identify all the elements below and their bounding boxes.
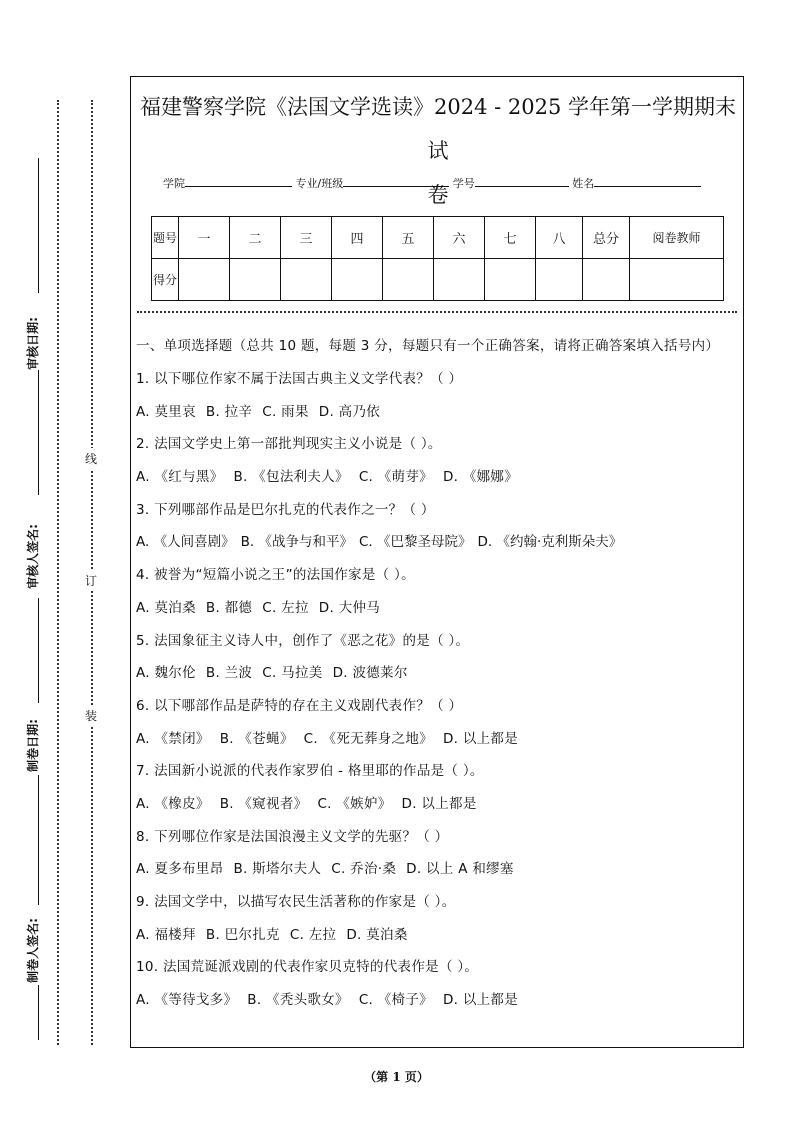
score-cell[interactable]	[230, 259, 281, 301]
score-cell[interactable]	[281, 259, 332, 301]
option-b: B. 巴尔扎克	[205, 926, 280, 943]
option-a: A. 福楼拜	[136, 926, 196, 943]
question-3: 3. 下列哪部作品是巴尔扎克的代表作之一？（ ）	[136, 501, 435, 518]
option-c: C. 左拉	[262, 599, 309, 616]
question-3-options	[136, 526, 744, 559]
option-c: C. 《萌芽》	[358, 469, 433, 486]
option-c: C. 《椅子》	[358, 992, 433, 1009]
question-8: 8. 下列哪位作家是法国浪漫主义文学的先驱？（ ）	[136, 828, 449, 845]
exam-frame	[130, 76, 744, 1048]
option-d: D. 《约翰·克利斯朵夫》	[477, 534, 623, 551]
exam-title	[131, 85, 745, 217]
college-label: 学院	[163, 177, 185, 190]
score-cell[interactable]	[179, 259, 230, 301]
option-b: B. 都德	[205, 599, 253, 616]
option-c: C. 左拉	[289, 926, 337, 943]
score-row-label: 得分	[152, 259, 179, 301]
score-col-1: 一	[179, 217, 230, 259]
question-7-options	[136, 788, 744, 821]
question-5: 5. 法国象征主义诗人中，创作了《恶之花》的是（ ）。	[136, 632, 470, 649]
option-b: B. 斯塔尔夫人	[233, 861, 322, 878]
option-c: C. 乔治·桑	[331, 861, 397, 878]
score-col-2: 二	[230, 217, 281, 259]
question-4-options	[136, 592, 744, 625]
question-4: 4. 被誉为“短篇小说之王”的法国作家是（ ）。	[136, 567, 415, 584]
question-7: 7. 法国新小说派的代表作家罗伯 - 格里耶的作品是（ ）。	[136, 763, 484, 780]
option-d: D. 高乃依	[318, 403, 381, 420]
page-number: （第 1 页）	[364, 1070, 429, 1084]
binding-mark-bind: 装	[85, 705, 97, 726]
bottom-line	[38, 985, 39, 1040]
option-c: C. 《巴黎圣母院》	[358, 534, 472, 551]
option-d: D. 波德莱尔	[332, 665, 408, 682]
name-field[interactable]	[594, 175, 701, 187]
score-cell[interactable]	[583, 259, 630, 301]
student-id-label: 学号	[452, 177, 475, 190]
score-col-7: 七	[485, 217, 536, 259]
option-c: C. 雨果	[262, 403, 309, 420]
review-date-label: 审核日期:	[25, 317, 40, 370]
option-a: A. 夏多布里昂	[136, 861, 224, 878]
make-date-line	[38, 598, 39, 703]
score-table-score-row	[152, 259, 724, 301]
college-field[interactable]	[185, 175, 292, 187]
score-col-total: 总分	[583, 217, 630, 259]
option-a: A. 《红与黑》	[136, 469, 224, 486]
option-d: D. 以上 A 和缪塞	[406, 861, 514, 878]
binding-mark-line: 线	[85, 448, 97, 469]
option-d: D. 大仲马	[318, 599, 381, 616]
score-col-6: 六	[434, 217, 485, 259]
question-10: 10. 法国荒诞派戏剧的代表作家贝克特的代表作是（ ）。	[136, 959, 479, 976]
name-label: 姓名	[572, 177, 595, 190]
maker-sign-label: 制卷人签名:	[25, 918, 40, 983]
score-col-grader: 阅卷教师	[630, 217, 724, 259]
question-9-options	[136, 919, 744, 952]
question-2-options	[136, 461, 744, 494]
question-8-options	[136, 853, 744, 886]
make-date-label: 制卷日期:	[25, 719, 40, 772]
reviewer-sign-line	[38, 370, 39, 495]
score-cell[interactable]	[332, 259, 383, 301]
question-1: 1. 以下哪位作家不属于法国古典主义文学代表？（ ）	[136, 371, 463, 387]
review-date-line	[38, 158, 39, 293]
score-cell[interactable]	[383, 259, 434, 301]
exam-title-line2: 卷	[427, 183, 449, 207]
exam-title-line1: 福建警察学院《法国文学选读》2024 - 2025 学年第一学期期末试	[139, 95, 736, 163]
score-col-5: 五	[383, 217, 434, 259]
binding-dotted-line-left	[57, 100, 59, 1045]
option-d: D. 以上都是	[442, 992, 519, 1009]
option-b: B. 拉辛	[205, 403, 253, 420]
option-d: D. 以上都是	[401, 795, 477, 812]
score-col-3: 三	[281, 217, 332, 259]
option-a: A. 《人间喜剧》	[136, 534, 235, 551]
reviewer-sign-label: 审核人签名:	[25, 524, 40, 589]
score-cell[interactable]	[485, 259, 536, 301]
option-a: A. 莫泊桑	[136, 599, 196, 616]
option-a: A. 《禁闭》	[136, 730, 210, 747]
option-b: B. 《苍蝇》	[219, 730, 294, 747]
option-c: C. 《嫉妒》	[317, 795, 392, 812]
score-cell[interactable]	[536, 259, 583, 301]
option-b: B. 《战争与和平》	[240, 534, 353, 551]
header-separator	[137, 311, 737, 313]
option-c: C. 马拉美	[262, 665, 323, 682]
binding-mark-staple: 订	[85, 570, 97, 591]
score-cell[interactable]	[630, 259, 724, 301]
question-1-options	[136, 396, 744, 429]
option-b: B. 兰波	[205, 665, 253, 682]
major-class-field[interactable]	[343, 175, 449, 187]
score-col-4: 四	[332, 217, 383, 259]
score-table-row-label: 题号	[152, 217, 179, 259]
question-10-options	[136, 984, 744, 1017]
major-class-label: 专业/班级	[295, 177, 344, 190]
option-d: D. 《娜娜》	[442, 469, 519, 486]
option-c: C. 《死无葬身之地》	[303, 730, 433, 747]
option-a: A. 魏尔伦	[136, 665, 196, 682]
question-2: 2. 法国文学史上第一部批判现实主义小说是（ ）。	[136, 436, 442, 453]
section-1	[136, 335, 744, 1017]
question-6: 6. 以下哪部作品是萨特的存在主义戏剧代表作？（ ）	[136, 697, 463, 714]
maker-sign-line	[38, 775, 39, 905]
score-table	[151, 216, 724, 301]
option-a: A. 莫里哀	[136, 403, 196, 420]
option-b: B. 《窥视者》	[219, 795, 308, 812]
option-d: D. 以上都是	[442, 730, 519, 747]
student-info-row	[163, 175, 701, 191]
option-a: A. 《橡皮》	[136, 795, 210, 812]
score-col-8: 八	[536, 217, 583, 259]
score-cell[interactable]	[434, 259, 485, 301]
option-d: D. 莫泊桑	[346, 926, 408, 943]
option-b: B. 《秃头歌女》	[247, 992, 349, 1009]
option-a: A. 《等待戈多》	[136, 992, 238, 1009]
student-id-field[interactable]	[475, 175, 569, 187]
section-1-heading: 一、单项选择题（总共 10 题，每题 3 分，每题只有一个正确答案，请将正确答案填入括号内）	[136, 338, 720, 354]
question-6-options	[136, 723, 744, 756]
question-9: 9. 法国文学中，以描写农民生活著称的作家是（ ）。	[136, 894, 456, 910]
option-b: B. 《包法利夫人》	[233, 469, 349, 486]
question-5-options	[136, 657, 744, 690]
score-table-header-row	[152, 217, 724, 259]
